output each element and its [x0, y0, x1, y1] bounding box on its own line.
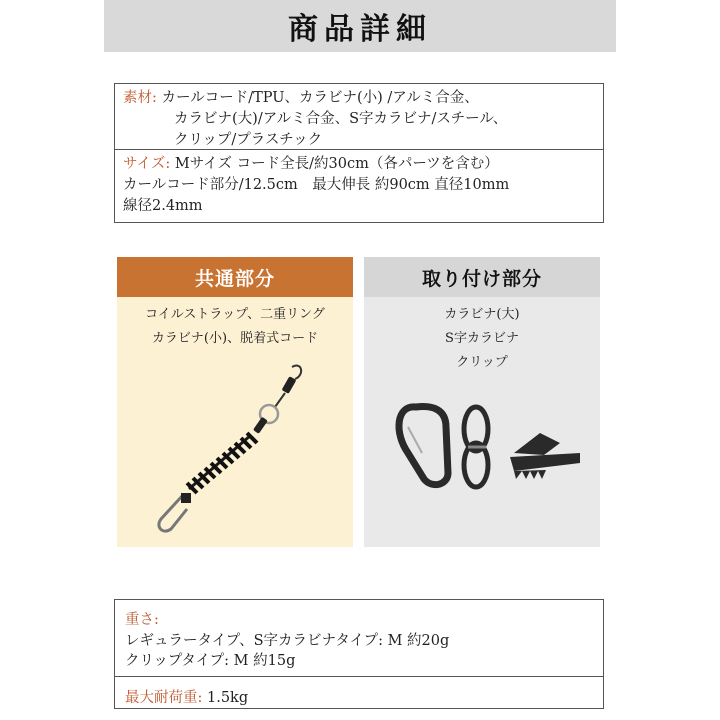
large-carabiner: [399, 407, 448, 485]
spec-divider: [115, 149, 603, 150]
attachment-parts-line: クリップ: [456, 355, 508, 370]
page-title: 商品詳細: [288, 12, 432, 47]
weight-divider: [115, 676, 603, 677]
size-row: [115, 154, 603, 217]
common-parts-line: カラビナ(小)、脱着式コード: [151, 331, 319, 346]
attachment-parts-title: 取り付け部分: [364, 257, 600, 297]
weight-line: クリップタイプ: M 約15g: [125, 653, 296, 669]
material-row: [115, 88, 603, 151]
max-load-row: [125, 686, 248, 707]
max-load-value: 1.5kg: [207, 690, 249, 706]
attachment-parts-line: カラビナ(大): [444, 307, 520, 322]
size-line: カールコード部分/12.5cm 最大伸長 約90cm 直径10mm: [123, 177, 510, 193]
attachment-parts-panel: [364, 257, 600, 547]
coil-strap-image: [117, 257, 353, 547]
clip: [510, 433, 580, 479]
size-line: サイズ: Mサイズ コード全長/約30cm（各パーツを含む）: [123, 156, 499, 172]
weight-box: [114, 599, 604, 709]
material-line: カラビナ(大)/アルミ合金、S字カラビナ/スチール、: [174, 111, 508, 127]
size-label: サイズ:: [123, 156, 171, 172]
material-line: 素材: カールコード/TPU、カラビナ(小) /アルミ合金、: [123, 90, 479, 106]
weight-label: 重さ:: [125, 612, 159, 628]
title-banner: [104, 0, 616, 52]
attachment-parts-line: S字カラビナ: [445, 331, 519, 346]
material-line: クリップ/プラスチック: [174, 132, 323, 148]
common-parts-panel: [117, 257, 353, 547]
common-parts-line: コイルストラップ、二重リング: [145, 307, 325, 322]
material-label: 素材:: [123, 90, 157, 106]
weight-line: レギュラータイプ、S字カラビナタイプ: M 約20g: [125, 633, 450, 649]
attachment-parts-image: [364, 257, 600, 547]
common-parts-title: 共通部分: [117, 257, 353, 297]
spec-box: [114, 83, 604, 223]
max-load-label: 最大耐荷重:: [125, 690, 203, 706]
size-line: 線径2.4mm: [123, 198, 203, 214]
